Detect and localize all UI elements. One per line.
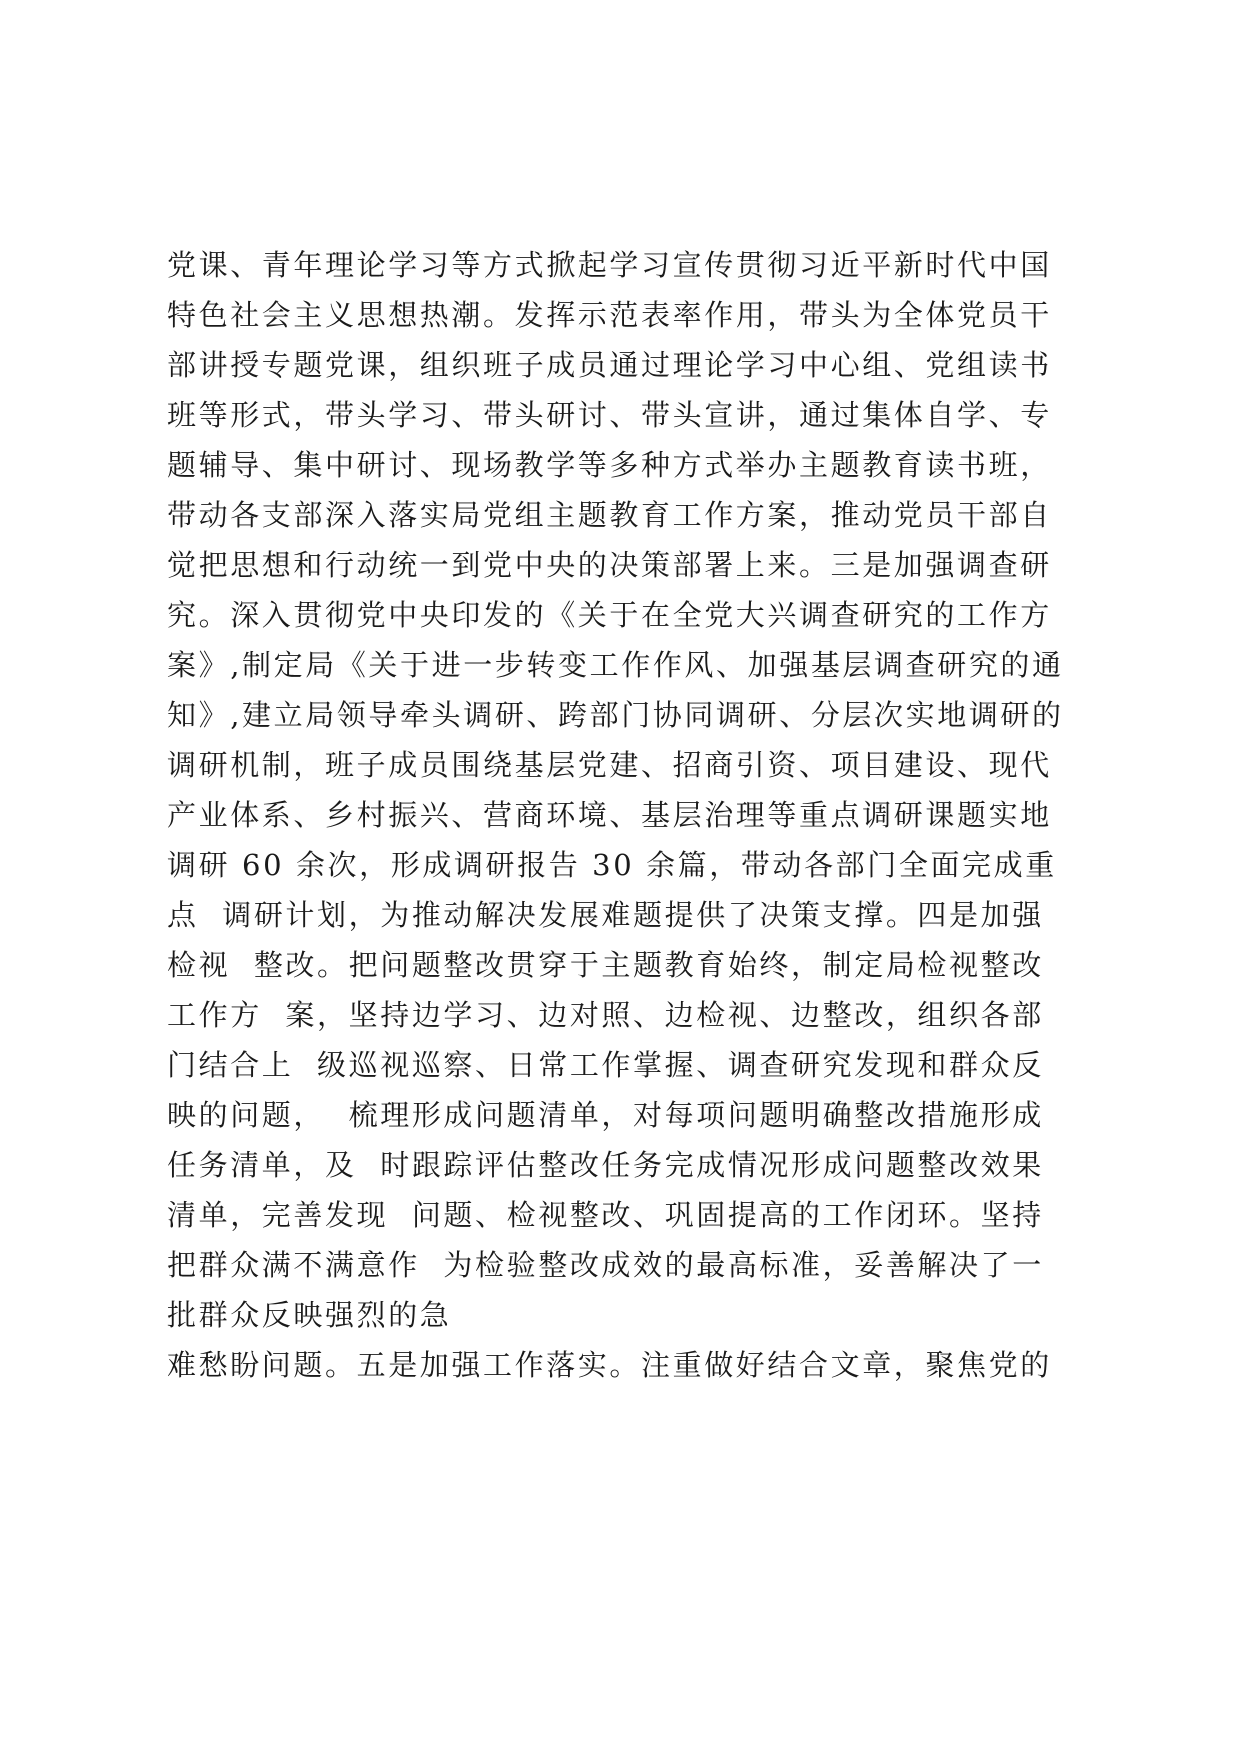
text-line-12: 产业体系、乡村振兴、营商环境、基层治理等重点调研课题实地	[167, 798, 1052, 832]
body-text	[167, 240, 1087, 1390]
text-line-8: 究。深入贯彻党中央印发的《关于在全党大兴调查研究的工作方	[167, 598, 1052, 632]
text-line-2: 特色社会主义思想热潮。发挥示范表率作用，带头为全体党员干	[167, 298, 1052, 332]
text-line-1: 党课、青年理论学习等方式掀起学习宣传贯彻习近平新时代中国	[167, 248, 1052, 282]
text-line-16: 工作方 案，坚持边学习、边对照、边检视、边整改，组织各部	[167, 998, 1044, 1032]
text-line-20: 清单，完善发现 问题、检视整改、巩固提高的工作闭环。坚持	[167, 1198, 1044, 1232]
text-line-5: 题辅导、集中研讨、现场教学等多种方式举办主题教育读书班，	[167, 448, 1052, 482]
text-line-4: 班等形式，带头学习、带头研讨、带头宣讲，通过集体自学、专	[167, 398, 1052, 432]
text-line-6: 带动各支部深入落实局党组主题教育工作方案，推动党员干部自	[167, 498, 1052, 532]
text-line-17: 门结合上 级巡视巡察、日常工作掌握、调查研究发现和群众反	[167, 1048, 1044, 1082]
text-line-19: 任务清单，及 时跟踪评估整改任务完成情况形成问题整改效果	[167, 1148, 1044, 1182]
text-line-3: 部讲授专题党课，组织班子成员通过理论学习中心组、党组读书	[167, 348, 1052, 382]
text-line-14: 点 调研计划，为推动解决发展难题提供了决策支撑。四是加强	[167, 898, 1044, 932]
text-line-11: 调研机制，班子成员围绕基层党建、招商引资、项目建设、现代	[167, 748, 1052, 782]
text-line-23: 难愁盼问题。五是加强工作落实。注重做好结合文章，聚焦党的	[167, 1348, 1052, 1382]
text-line-13: 调研 60 余次，形成调研报告 30 余篇，带动各部门全面完成重	[167, 848, 1057, 882]
text-line-15: 检视 整改。把问题整改贯穿于主题教育始终，制定局检视整改	[167, 948, 1044, 982]
text-line-22: 批群众反映强烈的急	[167, 1298, 452, 1332]
text-line-18: 映的问题， 梳理形成问题清单，对每项问题明确整改措施形成	[167, 1098, 1044, 1132]
text-line-10: 知》,建立局领导牵头调研、跨部门协同调研、分层次实地调研的	[167, 698, 1064, 732]
text-line-7: 觉把思想和行动统一到党中央的决策部署上来。三是加强调查研	[167, 548, 1052, 582]
text-line-9: 案》,制定局《关于进一步转变工作作风、加强基层调查研究的通	[167, 648, 1064, 682]
text-line-21: 把群众满不满意作 为检验整改成效的最高标准，妥善解决了一	[167, 1248, 1044, 1282]
